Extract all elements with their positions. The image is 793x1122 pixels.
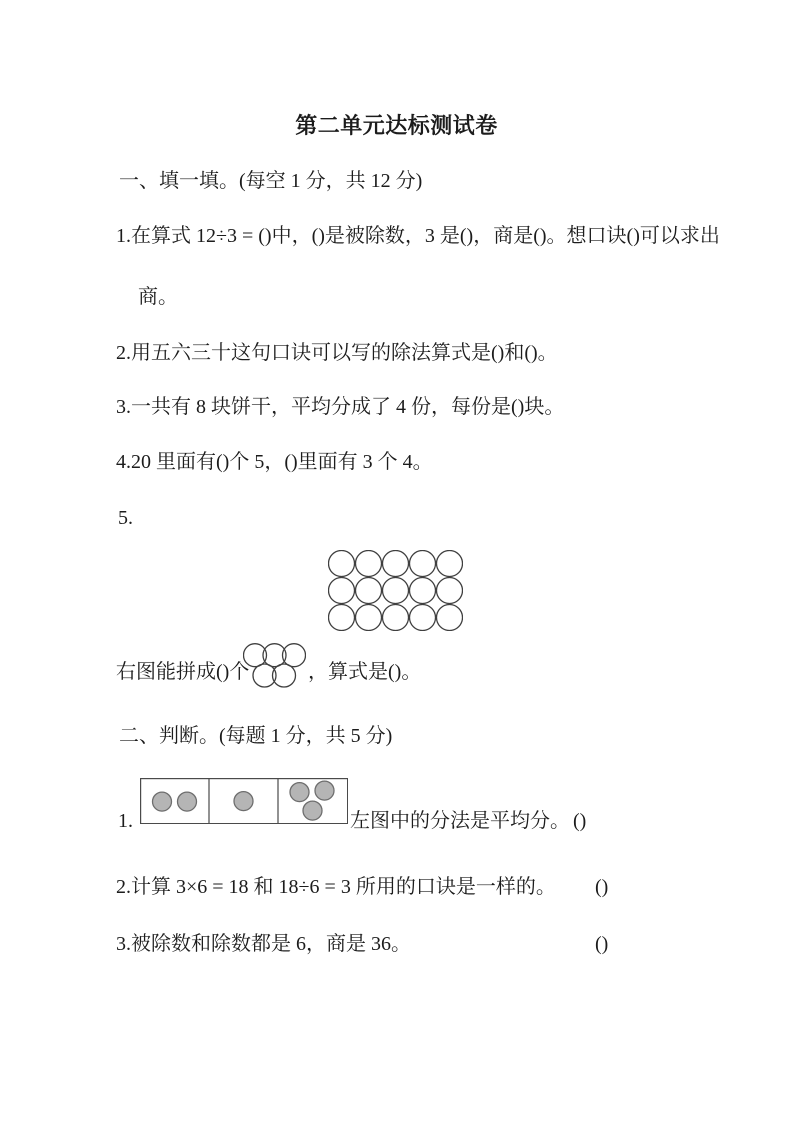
question-1-line-1: 1.在算式 12÷3 = ()中，()是被除数，3 是()，商是()。想口诀()可以求出 — [116, 225, 720, 247]
page-title: 第二单元达标测试卷 — [295, 113, 498, 138]
question-3: 3.一共有 8 块饼干，平均分成了 4 份，每份是()块。 — [116, 396, 565, 418]
judge-1-answer-blank: () — [573, 810, 587, 832]
question-5-prefix: 右图能拼成()个 — [116, 661, 250, 683]
division-boxes-figure — [140, 778, 348, 824]
judge-2-text: 2.计算 3×6 = 18 和 18÷6 = 3 所用的口诀是一样的。 — [116, 876, 556, 898]
judge-1-number: 1. — [118, 810, 133, 832]
judge-1-text: 左图中的分法是平均分。 — [350, 810, 570, 832]
judge-2-answer-blank: () — [595, 876, 609, 898]
question-2: 2.用五六三十这句口诀可以写的除法算式是()和()。 — [116, 342, 558, 364]
judge-3-text: 3.被除数和除数都是 6，商是 36。 — [116, 933, 411, 955]
judge-3-answer-blank: () — [595, 933, 609, 955]
five-circles-icon — [243, 643, 306, 688]
section1-heading: 一、填一填。(每空 1 分，共 12 分) — [119, 170, 423, 192]
circle-grid-figure — [328, 550, 463, 631]
question-5-suffix: ，算式是()。 — [308, 661, 422, 683]
question-5-number: 5. — [118, 507, 133, 529]
section2-heading: 二、判断。(每题 1 分，共 5 分) — [119, 725, 393, 747]
question-1-line-2: 商。 — [138, 286, 178, 308]
question-4: 4.20 里面有()个 5，()里面有 3 个 4。 — [116, 451, 433, 473]
